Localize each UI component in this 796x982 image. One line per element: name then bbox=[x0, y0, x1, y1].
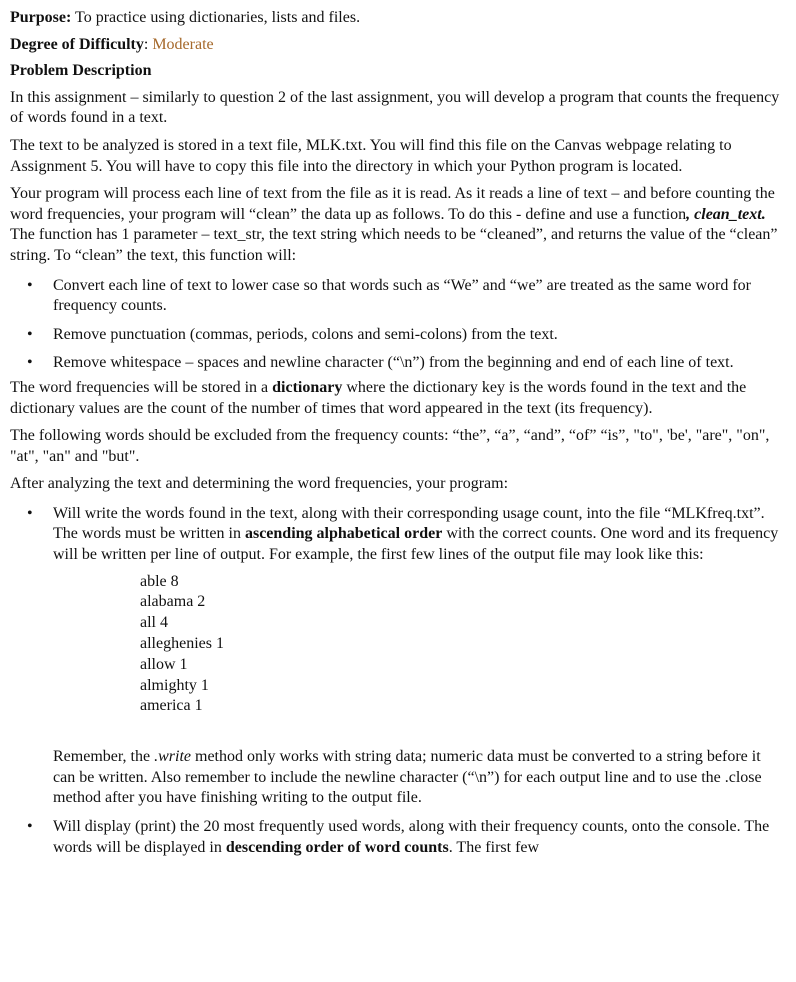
display-step-before: Will display (print) the 20 most frequently used words, along with their frequency counts, onto the console. The words will be displayed in bbox=[53, 818, 770, 856]
difficulty-label: Degree of Difficulty bbox=[10, 35, 144, 53]
purpose-line bbox=[10, 8, 786, 29]
list-item bbox=[10, 353, 786, 374]
remember-italic: .write bbox=[154, 748, 191, 766]
bullet-icon: • bbox=[27, 325, 33, 343]
excluded-words-paragraph: The following words should be excluded from the frequency counts: “the”, “a”, “and”, “of” “is”, "to", 'be', "are", "on", "at", "an" and "but". bbox=[10, 427, 770, 465]
write-step-bold: ascending alphabetical order bbox=[244, 525, 443, 543]
list-item bbox=[10, 817, 786, 858]
difficulty-line bbox=[10, 35, 786, 56]
remember-before: Remember, the bbox=[53, 748, 155, 766]
intro-paragraph: In this assignment – similarly to question 2 of the last assignment, you will develop a program that counts the frequency of words found in a text. bbox=[10, 88, 780, 127]
clean-step-text: Convert each line of text to lower case so that words such as “We” and “we” are treated as the same word for frequency counts. bbox=[53, 276, 751, 315]
sample-output-line: almighty 1 bbox=[140, 676, 209, 694]
after-analysis-paragraph: After analyzing the text and determining the word frequencies, your program: bbox=[10, 475, 509, 493]
clean-step-text: Remove punctuation (commas, periods, colons and semi-colons) from the text. bbox=[53, 325, 558, 343]
dictionary-text-after: where the dictionary key is the words found in the text and the dictionary values are the count of the number of times that word appeared in the text (its frequency). bbox=[10, 378, 747, 417]
list-item bbox=[10, 504, 786, 809]
bullet-icon: • bbox=[27, 276, 33, 294]
purpose-label: Purpose: bbox=[10, 9, 72, 26]
bullet-icon: • bbox=[27, 818, 33, 836]
bullet-icon: • bbox=[27, 504, 33, 522]
remember-after: method only works with string data; numeric data must be converted to a string before it can be written. Also remember to include the newline character (“\n”) for each output line and to use the .close method after you have finishing writing to the output file. bbox=[53, 748, 762, 807]
write-step-after: with the correct counts. One word and its frequency will be written per line of output. For example, the first few lines of the output file may look like this: bbox=[53, 525, 779, 564]
sample-output-line: able 8 bbox=[140, 572, 179, 590]
clean-text-paragraph bbox=[10, 184, 786, 266]
remember-note bbox=[53, 747, 786, 809]
clean-text-intro: Your program will process each line of text from the file as it is read. As it reads a line of text – and before counting the word frequencies, your program will “clean” the data up as follows. To do this - define and use a function bbox=[10, 185, 775, 223]
bullet-icon: • bbox=[27, 354, 33, 372]
output-steps-list bbox=[10, 504, 786, 858]
display-step-bold: descending order of word counts bbox=[225, 838, 449, 856]
sample-output-line: alabama 2 bbox=[140, 593, 206, 611]
list-item bbox=[10, 325, 786, 346]
clean-text-function-name: , clean_text. bbox=[686, 205, 766, 223]
clean-text-description: The function has 1 parameter – text_str, the text string which needs to be “cleaned”, and returns the value of the “clean” string. To “clean” the text, this function will: bbox=[10, 226, 778, 264]
sample-output-line: america 1 bbox=[140, 697, 203, 715]
dictionary-keyword: dictionary bbox=[272, 378, 343, 396]
sample-output-line: alleghenies 1 bbox=[140, 635, 224, 653]
purpose-text: To practice using dictionaries, lists and files. bbox=[71, 9, 361, 26]
display-step-after: . The first few bbox=[448, 838, 540, 856]
difficulty-value: Moderate bbox=[152, 35, 214, 53]
dictionary-text-before: The word frequencies will be stored in a bbox=[10, 378, 273, 396]
dictionary-paragraph bbox=[10, 378, 786, 419]
list-item bbox=[10, 276, 786, 317]
clean-step-text: Remove whitespace – spaces and newline character (“\n”) from the beginning and end of each line of text. bbox=[53, 354, 734, 372]
problem-description-heading: Problem Description bbox=[10, 62, 152, 80]
input-file-paragraph: The text to be analyzed is stored in a text file, MLK.txt. You will find this file on the Canvas webpage relating to Assignment 5. You will have to copy this file into the directory in which your Python program is located. bbox=[10, 136, 732, 175]
clean-steps-list bbox=[10, 276, 786, 374]
sample-output-line: allow 1 bbox=[140, 655, 188, 673]
sample-output bbox=[140, 572, 786, 718]
sample-output-line: all 4 bbox=[140, 614, 168, 632]
write-step-before: Will write the words found in the text, along with their corresponding usage count, into the file “MLKfreq.txt”. The words must be written in bbox=[53, 504, 765, 543]
difficulty-separator: : bbox=[143, 35, 153, 53]
